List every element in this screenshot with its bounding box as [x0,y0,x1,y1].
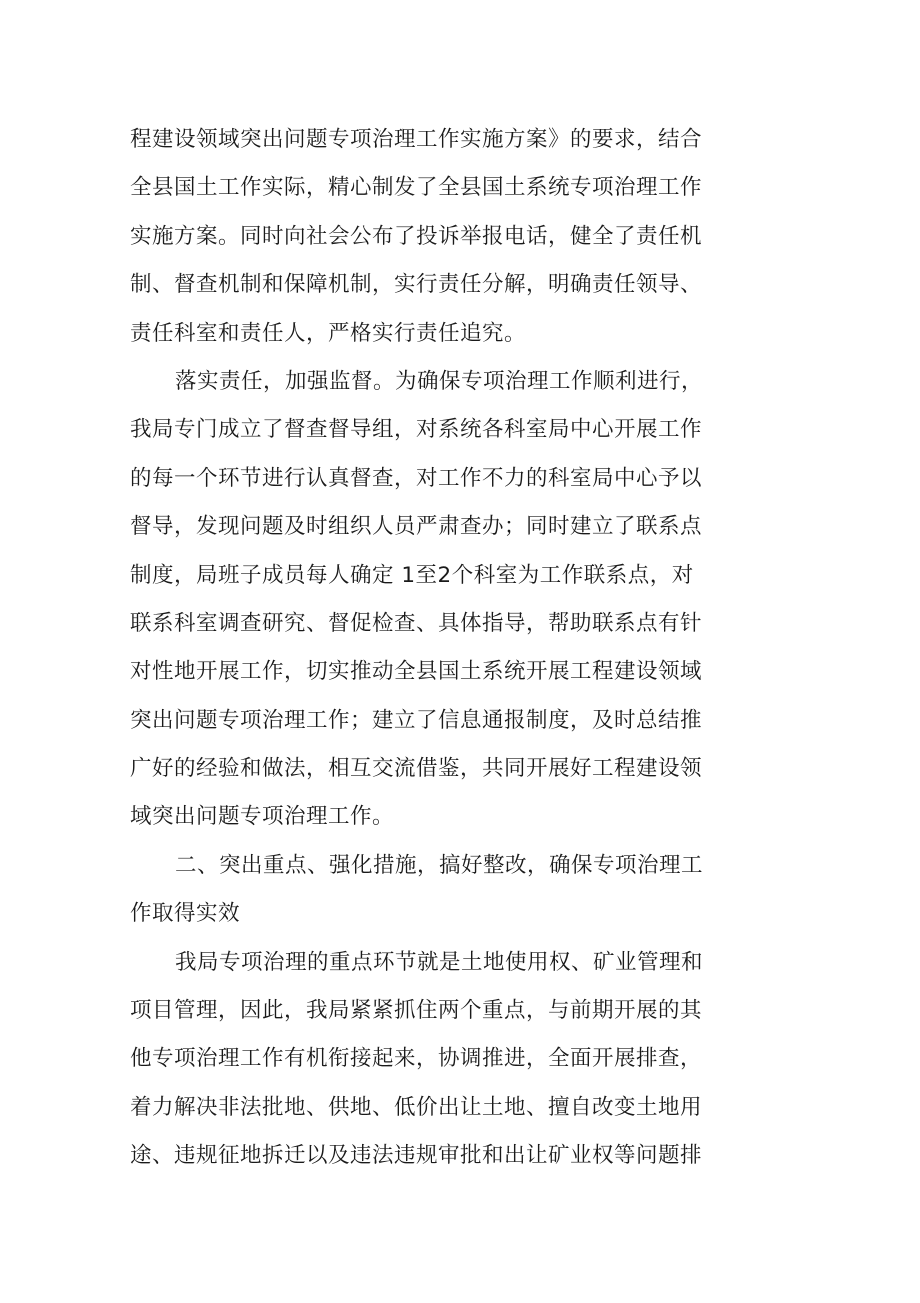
text-line: 二、突出重点、强化措施，搞好整改，确保专项治理工 [175,852,704,878]
text-line: 落实责任，加强监督。为确保专项治理工作顺利进行， [175,368,704,394]
text-line: 制、督查机制和保障机制，实行责任分解，明确责任领导、 [130,272,703,298]
text-line: 他专项治理工作有机衔接起来，协调推进，全面开展排查， [130,1046,703,1072]
text-line: 实施方案。同时向社会公布了投诉举报电话，健全了责任机 [130,223,703,249]
section-heading [130,842,704,939]
text-line: 我局专项治理的重点环节就是土地使用权、矿业管理和 [175,949,704,975]
text-line: 作取得实效 [130,901,241,927]
text-line: 途、违规征地拆迁以及违法违规审批和出让矿业权等问题排 [130,1143,703,1169]
text-line: 的每一个环节进行认真督查，对工作不力的科室局中心予以 [130,465,703,491]
document-body [130,116,704,1181]
text-line: 域突出问题专项治理工作。 [130,804,395,830]
paragraph [130,358,704,842]
paragraph [130,116,703,358]
text-line: 制度，局班子成员每人确定 1至2个科室为工作联系点，对 [130,562,694,588]
text-line: 督导，发现问题及时组织人员严肃查办；同时建立了联系点 [130,514,703,540]
text-line: 程建设领域突出问题专项治理工作实施方案》的要求，结合 [130,127,703,152]
text-line: 全县国土工作实际，精心制发了全县国土系统专项治理工作 [130,175,703,201]
text-line: 责任科室和责任人，严格实行责任追究。 [130,320,527,346]
text-line: 着力解决非法批地、供地、低价出让土地、擅自改变土地用 [130,1094,703,1120]
text-line: 联系科室调查研究、督促检查、具体指导，帮助联系点有针 [130,610,703,636]
text-line: 广好的经验和做法，相互交流借鉴，共同开展好工程建设领 [130,756,703,782]
paragraph [130,939,704,1181]
text-line: 我局专门成立了督查督导组，对系统各科室局中心开展工作 [130,417,703,443]
text-line: 项目管理，因此，我局紧紧抓住两个重点，与前期开展的其 [130,998,703,1024]
text-line: 突出问题专项治理工作；建立了信息通报制度，及时总结推 [130,707,703,733]
text-line: 对性地开展工作，切实推动全县国土系统开展工程建设领域 [130,659,703,685]
